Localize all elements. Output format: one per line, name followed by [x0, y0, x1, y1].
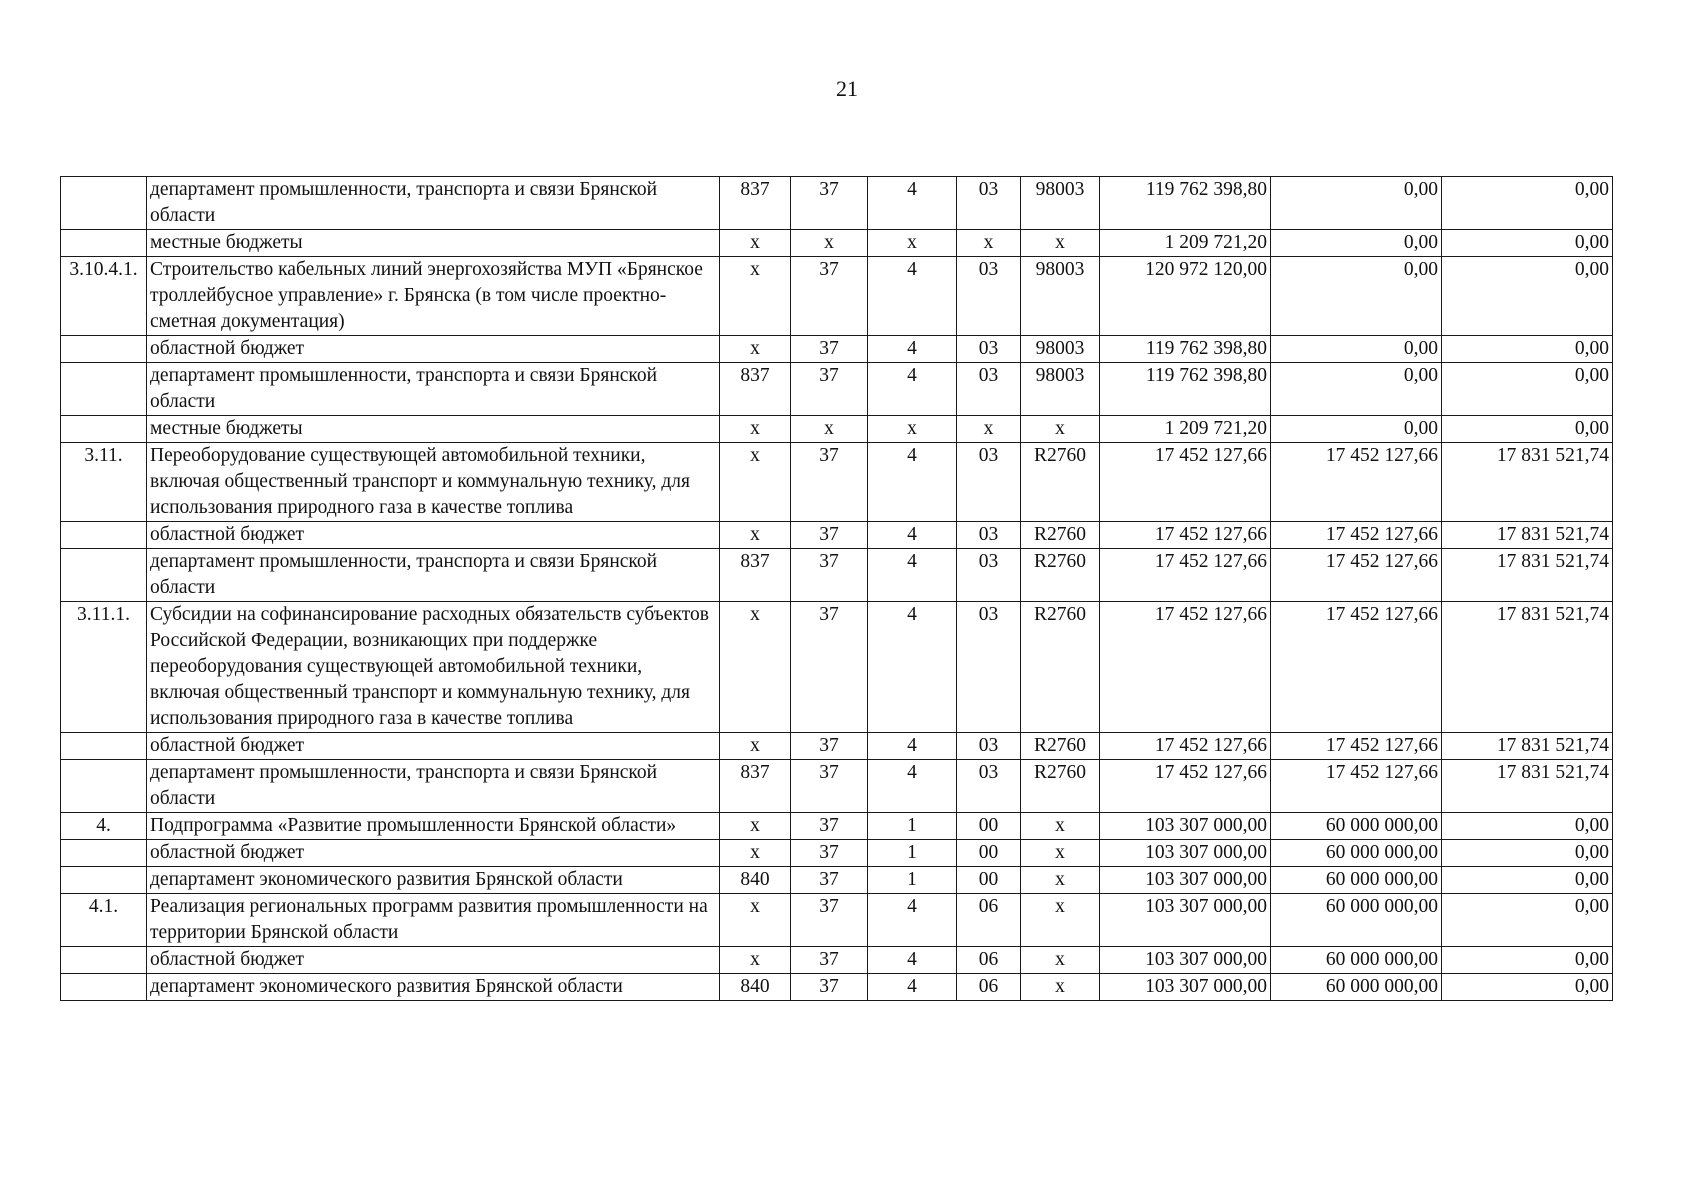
cell-event-code: 03 [957, 336, 1021, 363]
cell-program-code: 37 [791, 549, 868, 602]
cell-amount-year-2: 0,00 [1271, 230, 1442, 257]
table-row [61, 813, 1613, 840]
cell-item-number: 3.11. [61, 443, 147, 522]
cell-description: областной бюджет [147, 947, 720, 974]
cell-direction-code: х [1021, 416, 1100, 443]
cell-program-code: 37 [791, 602, 868, 733]
cell-program-code: 37 [791, 363, 868, 416]
cell-direction-code: 98003 [1021, 257, 1100, 336]
cell-program-code: х [791, 416, 868, 443]
cell-event-code: 03 [957, 733, 1021, 760]
table-row [61, 840, 1613, 867]
cell-amount-year-3: 17 831 521,74 [1442, 602, 1613, 733]
cell-event-code: х [957, 230, 1021, 257]
cell-amount-year-3: 0,00 [1442, 336, 1613, 363]
cell-amount-year-3: 17 831 521,74 [1442, 549, 1613, 602]
cell-event-code: 00 [957, 813, 1021, 840]
cell-amount-year-1: 103 307 000,00 [1100, 813, 1271, 840]
cell-direction-code: R2760 [1021, 549, 1100, 602]
cell-item-number [61, 416, 147, 443]
cell-amount-year-1: 17 452 127,66 [1100, 760, 1271, 813]
cell-amount-year-3: 17 831 521,74 [1442, 443, 1613, 522]
cell-direction-code: 98003 [1021, 363, 1100, 416]
cell-description: местные бюджеты [147, 230, 720, 257]
cell-event-code: 03 [957, 760, 1021, 813]
cell-direction-code: х [1021, 974, 1100, 1001]
cell-program-code: х [791, 230, 868, 257]
cell-description: департамент экономического развития Брянской области [147, 974, 720, 1001]
cell-program-code: 37 [791, 947, 868, 974]
cell-admin-code: 837 [720, 177, 791, 230]
cell-amount-year-1: 103 307 000,00 [1100, 894, 1271, 947]
cell-admin-code: х [720, 336, 791, 363]
cell-amount-year-2: 60 000 000,00 [1271, 813, 1442, 840]
cell-description: Субсидии на софинансирование расходных обязательств субъектов Российской Федерации, возникающих при поддержке переоборудования существующей автомобильной техники, включая общественный транспорт и коммунальную технику, для использования природного газа в качестве топлива [147, 602, 720, 733]
cell-event-code: 03 [957, 363, 1021, 416]
cell-program-code: 37 [791, 813, 868, 840]
cell-item-number: 4. [61, 813, 147, 840]
cell-amount-year-3: 0,00 [1442, 416, 1613, 443]
cell-description: департамент промышленности, транспорта и связи Брянской области [147, 760, 720, 813]
cell-program-code: 37 [791, 443, 868, 522]
cell-subprogram-code: 4 [868, 549, 957, 602]
cell-amount-year-1: 119 762 398,80 [1100, 177, 1271, 230]
cell-program-code: 37 [791, 257, 868, 336]
cell-description: департамент промышленности, транспорта и связи Брянской области [147, 549, 720, 602]
table-row [61, 522, 1613, 549]
cell-program-code: 37 [791, 522, 868, 549]
cell-amount-year-3: 17 831 521,74 [1442, 733, 1613, 760]
cell-amount-year-1: 17 452 127,66 [1100, 602, 1271, 733]
cell-amount-year-1: 17 452 127,66 [1100, 522, 1271, 549]
table-body [61, 177, 1613, 1001]
cell-admin-code: х [720, 416, 791, 443]
cell-amount-year-2: 60 000 000,00 [1271, 840, 1442, 867]
cell-amount-year-2: 60 000 000,00 [1271, 867, 1442, 894]
cell-item-number [61, 840, 147, 867]
cell-item-number [61, 549, 147, 602]
cell-event-code: 00 [957, 867, 1021, 894]
cell-admin-code: х [720, 443, 791, 522]
cell-program-code: 37 [791, 894, 868, 947]
cell-subprogram-code: 4 [868, 443, 957, 522]
cell-program-code: 37 [791, 733, 868, 760]
cell-amount-year-2: 0,00 [1271, 336, 1442, 363]
cell-description: областной бюджет [147, 733, 720, 760]
table-row [61, 733, 1613, 760]
cell-amount-year-2: 17 452 127,66 [1271, 443, 1442, 522]
cell-amount-year-2: 17 452 127,66 [1271, 602, 1442, 733]
cell-direction-code: R2760 [1021, 443, 1100, 522]
cell-event-code: 06 [957, 947, 1021, 974]
table-row [61, 336, 1613, 363]
cell-item-number: 3.11.1. [61, 602, 147, 733]
cell-description: областной бюджет [147, 336, 720, 363]
table-row [61, 230, 1613, 257]
cell-admin-code: 840 [720, 867, 791, 894]
cell-description: департамент экономического развития Брянской области [147, 867, 720, 894]
cell-event-code: 03 [957, 602, 1021, 733]
cell-subprogram-code: 4 [868, 363, 957, 416]
cell-item-number: 4.1. [61, 894, 147, 947]
cell-amount-year-1: 120 972 120,00 [1100, 257, 1271, 336]
table-row [61, 602, 1613, 733]
cell-amount-year-2: 17 452 127,66 [1271, 733, 1442, 760]
cell-event-code: 03 [957, 522, 1021, 549]
cell-direction-code: х [1021, 947, 1100, 974]
cell-amount-year-3: 0,00 [1442, 257, 1613, 336]
cell-item-number [61, 733, 147, 760]
cell-amount-year-3: 17 831 521,74 [1442, 760, 1613, 813]
cell-item-number [61, 867, 147, 894]
cell-item-number [61, 177, 147, 230]
cell-admin-code: 837 [720, 760, 791, 813]
cell-event-code: 06 [957, 974, 1021, 1001]
cell-item-number [61, 947, 147, 974]
cell-amount-year-1: 103 307 000,00 [1100, 974, 1271, 1001]
table-row [61, 947, 1613, 974]
table-row [61, 760, 1613, 813]
cell-amount-year-2: 60 000 000,00 [1271, 974, 1442, 1001]
cell-amount-year-2: 17 452 127,66 [1271, 549, 1442, 602]
cell-amount-year-1: 1 209 721,20 [1100, 416, 1271, 443]
cell-program-code: 37 [791, 867, 868, 894]
cell-event-code: 03 [957, 443, 1021, 522]
cell-amount-year-1: 17 452 127,66 [1100, 549, 1271, 602]
cell-subprogram-code: 4 [868, 602, 957, 733]
cell-amount-year-2: 60 000 000,00 [1271, 894, 1442, 947]
cell-admin-code: х [720, 522, 791, 549]
cell-description: департамент промышленности, транспорта и связи Брянской области [147, 363, 720, 416]
cell-amount-year-1: 17 452 127,66 [1100, 733, 1271, 760]
cell-admin-code: х [720, 230, 791, 257]
cell-amount-year-1: 119 762 398,80 [1100, 363, 1271, 416]
cell-amount-year-2: 0,00 [1271, 257, 1442, 336]
table-row [61, 177, 1613, 230]
cell-direction-code: R2760 [1021, 522, 1100, 549]
cell-direction-code: 98003 [1021, 177, 1100, 230]
cell-amount-year-1: 103 307 000,00 [1100, 947, 1271, 974]
cell-subprogram-code: 4 [868, 336, 957, 363]
cell-amount-year-2: 17 452 127,66 [1271, 760, 1442, 813]
table-row [61, 257, 1613, 336]
cell-subprogram-code: 4 [868, 257, 957, 336]
cell-amount-year-3: 0,00 [1442, 947, 1613, 974]
cell-program-code: 37 [791, 336, 868, 363]
cell-direction-code: х [1021, 867, 1100, 894]
table-row [61, 416, 1613, 443]
cell-description: Реализация региональных программ развития промышленности на территории Брянской области [147, 894, 720, 947]
cell-direction-code: х [1021, 230, 1100, 257]
cell-description: областной бюджет [147, 840, 720, 867]
cell-amount-year-2: 0,00 [1271, 416, 1442, 443]
cell-subprogram-code: 4 [868, 947, 957, 974]
cell-item-number [61, 336, 147, 363]
cell-admin-code: х [720, 894, 791, 947]
cell-direction-code: R2760 [1021, 602, 1100, 733]
cell-subprogram-code: 4 [868, 760, 957, 813]
cell-admin-code: х [720, 813, 791, 840]
cell-amount-year-3: 0,00 [1442, 363, 1613, 416]
cell-admin-code: х [720, 733, 791, 760]
cell-event-code: 06 [957, 894, 1021, 947]
cell-amount-year-1: 103 307 000,00 [1100, 840, 1271, 867]
cell-amount-year-1: 119 762 398,80 [1100, 336, 1271, 363]
cell-admin-code: 840 [720, 974, 791, 1001]
cell-description: департамент промышленности, транспорта и связи Брянской области [147, 177, 720, 230]
table-row [61, 867, 1613, 894]
page-number: 21 [836, 76, 858, 101]
cell-event-code: 00 [957, 840, 1021, 867]
cell-program-code: 37 [791, 760, 868, 813]
cell-subprogram-code: 4 [868, 522, 957, 549]
budget-table [60, 176, 1613, 1001]
cell-amount-year-1: 1 209 721,20 [1100, 230, 1271, 257]
cell-amount-year-3: 0,00 [1442, 177, 1613, 230]
cell-direction-code: х [1021, 894, 1100, 947]
cell-amount-year-3: 0,00 [1442, 974, 1613, 1001]
cell-subprogram-code: 4 [868, 894, 957, 947]
cell-amount-year-3: 0,00 [1442, 894, 1613, 947]
cell-amount-year-1: 17 452 127,66 [1100, 443, 1271, 522]
cell-amount-year-2: 0,00 [1271, 363, 1442, 416]
cell-subprogram-code: 1 [868, 867, 957, 894]
cell-amount-year-3: 0,00 [1442, 867, 1613, 894]
cell-item-number [61, 974, 147, 1001]
cell-amount-year-3: 0,00 [1442, 813, 1613, 840]
cell-admin-code: 837 [720, 549, 791, 602]
cell-program-code: 37 [791, 840, 868, 867]
cell-amount-year-3: 0,00 [1442, 230, 1613, 257]
table-row [61, 363, 1613, 416]
cell-subprogram-code: 1 [868, 840, 957, 867]
cell-item-number [61, 230, 147, 257]
cell-event-code: 03 [957, 257, 1021, 336]
table-row [61, 549, 1613, 602]
cell-subprogram-code: х [868, 230, 957, 257]
cell-description: Переоборудование существующей автомобильной техники, включая общественный транспорт и коммунальную технику, для использования природного газа в качестве топлива [147, 443, 720, 522]
cell-item-number: 3.10.4.1. [61, 257, 147, 336]
cell-admin-code: 837 [720, 363, 791, 416]
cell-amount-year-2: 17 452 127,66 [1271, 522, 1442, 549]
cell-event-code: 03 [957, 177, 1021, 230]
cell-admin-code: х [720, 257, 791, 336]
cell-direction-code: 98003 [1021, 336, 1100, 363]
cell-event-code: 03 [957, 549, 1021, 602]
cell-direction-code: х [1021, 840, 1100, 867]
cell-amount-year-3: 17 831 521,74 [1442, 522, 1613, 549]
cell-description: областной бюджет [147, 522, 720, 549]
cell-description: местные бюджеты [147, 416, 720, 443]
cell-subprogram-code: х [868, 416, 957, 443]
table-row [61, 974, 1613, 1001]
cell-subprogram-code: 4 [868, 177, 957, 230]
cell-subprogram-code: 4 [868, 974, 957, 1001]
cell-item-number [61, 522, 147, 549]
cell-amount-year-2: 60 000 000,00 [1271, 947, 1442, 974]
cell-direction-code: R2760 [1021, 760, 1100, 813]
cell-admin-code: х [720, 840, 791, 867]
cell-admin-code: х [720, 602, 791, 733]
cell-direction-code: R2760 [1021, 733, 1100, 760]
cell-event-code: х [957, 416, 1021, 443]
cell-item-number [61, 760, 147, 813]
cell-direction-code: х [1021, 813, 1100, 840]
cell-admin-code: х [720, 947, 791, 974]
cell-subprogram-code: 4 [868, 733, 957, 760]
cell-description: Подпрограмма «Развитие промышленности Брянской области» [147, 813, 720, 840]
table-row [61, 894, 1613, 947]
table-row [61, 443, 1613, 522]
cell-description: Строительство кабельных линий энергохозяйства МУП «Брянское троллейбусное управление» г. Брянска (в том числе проектно-сметная документация) [147, 257, 720, 336]
cell-item-number [61, 363, 147, 416]
cell-program-code: 37 [791, 974, 868, 1001]
cell-amount-year-3: 0,00 [1442, 840, 1613, 867]
cell-subprogram-code: 1 [868, 813, 957, 840]
cell-amount-year-2: 0,00 [1271, 177, 1442, 230]
cell-program-code: 37 [791, 177, 868, 230]
cell-amount-year-1: 103 307 000,00 [1100, 867, 1271, 894]
